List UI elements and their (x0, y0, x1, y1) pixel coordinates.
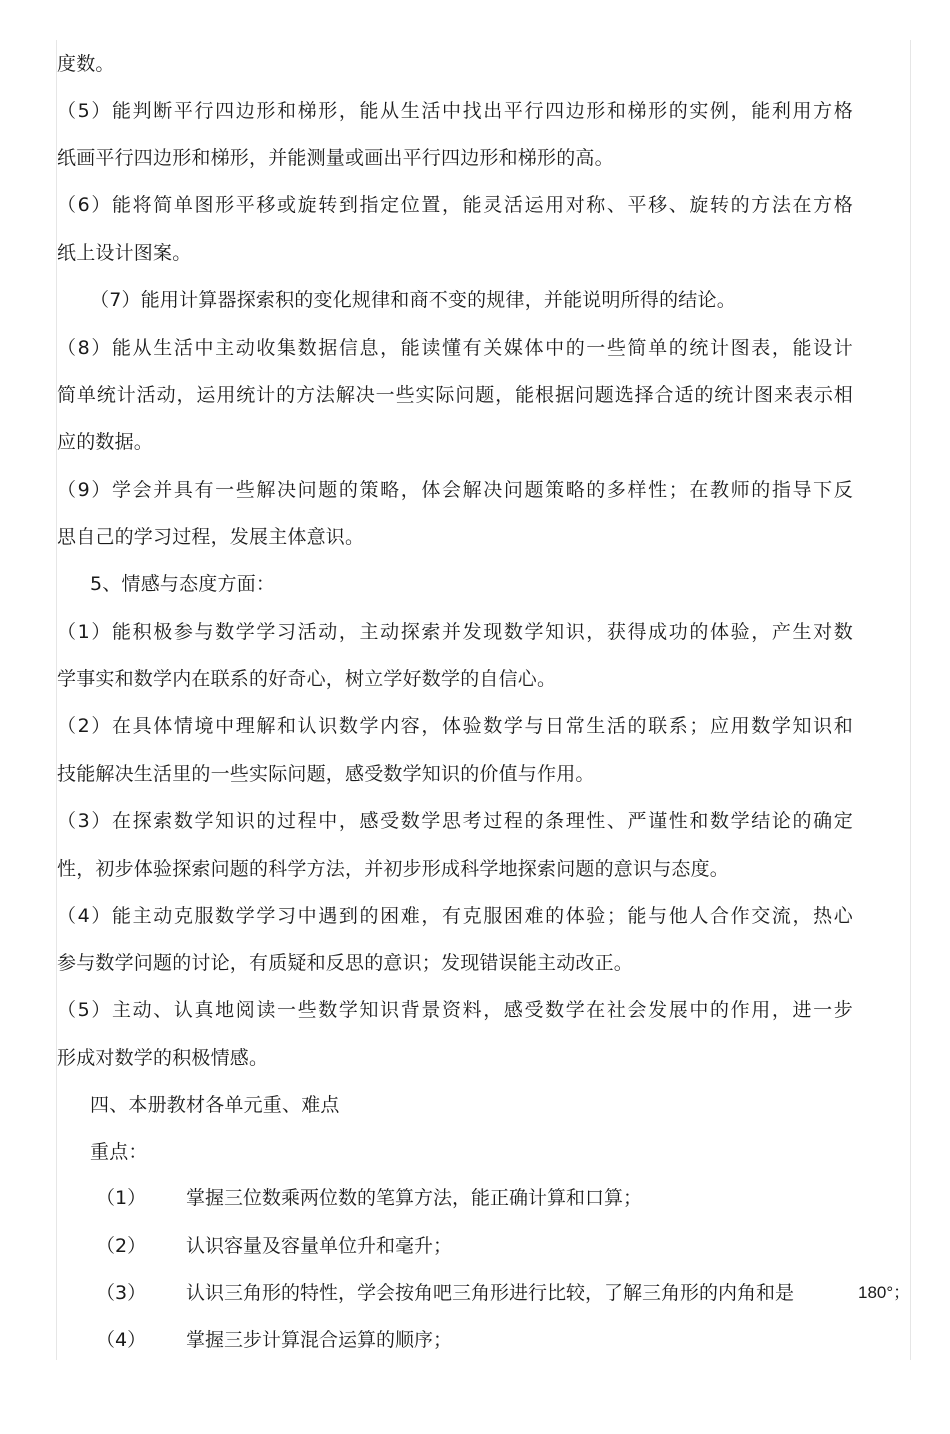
paragraph-line: 纸上设计图案。 (57, 242, 192, 264)
list-item-text: 认识容量及容量单位升和毫升； (186, 1235, 453, 1257)
paragraph-line: 简单统计活动，运用统计的方法解决一些实际问题，能根据问题选择合适的统计图来表示相 (57, 384, 853, 406)
paragraph-line: 参与数学问题的讨论，有质疑和反思的意识；发现错误能主动改正。 (57, 952, 634, 974)
list-item-text: 掌握三位数乘两位数的笔算方法，能正确计算和口算； (186, 1187, 643, 1209)
paragraph-line: 形成对数学的积极情感。 (57, 1047, 269, 1069)
paragraph-line: （7）能用计算器探索积的变化规律和商不变的规律，并能说明所得的结论。 (90, 289, 736, 311)
paragraph-line: （8）能从生活中主动收集数据信息，能读懂有关媒体中的一些简单的统计图表，能设计 (57, 337, 853, 359)
left-margin-rule (56, 40, 57, 1360)
key-points-heading: 重点： (90, 1141, 148, 1163)
list-item-text: 掌握三步计算混合运算的顺序； (186, 1329, 453, 1351)
paragraph-line: （3）在探索数学知识的过程中，感受数学思考过程的条理性、严谨性和数学结论的确定 (57, 810, 853, 832)
list-item-tail-value: 180°； (858, 1283, 911, 1302)
paragraph-line: 思自己的学习过程，发展主体意识。 (57, 526, 365, 548)
paragraph-line: 度数。 (57, 53, 115, 75)
paragraph-line: （9）学会并具有一些解决问题的策略，体会解决问题策略的多样性；在教师的指导下反 (57, 479, 853, 501)
paragraph-line: （5）主动、认真地阅读一些数学知识背景资料，感受数学在社会发展中的作用，进一步 (57, 999, 853, 1021)
list-item-number: （3） (96, 1282, 147, 1304)
paragraph-line: 技能解决生活里的一些实际问题，感受数学知识的价值与作用。 (57, 763, 595, 785)
section-heading: 5、情感与态度方面： (90, 573, 276, 595)
list-item-number: （1） (96, 1187, 147, 1209)
paragraph-line: （6）能将简单图形平移或旋转到指定位置，能灵活运用对称、平移、旋转的方法在方格 (57, 194, 853, 216)
paragraph-line: （1）能积极参与数学学习活动，主动探索并发现数学知识，获得成功的体验，产生对数 (57, 621, 853, 643)
paragraph-line: 应的数据。 (57, 431, 154, 453)
paragraph-line: （2）在具体情境中理解和认识数学内容，体验数学与日常生活的联系；应用数学知识和 (57, 715, 853, 737)
list-item-number: （2） (96, 1235, 147, 1257)
paragraph-line: 纸画平行四边形和梯形，并能测量或画出平行四边形和梯形的高。 (57, 147, 614, 169)
paragraph-line: 性，初步体验探索问题的科学方法，并初步形成科学地探索问题的意识与态度。 (57, 858, 730, 880)
section-heading: 四、本册教材各单元重、难点 (90, 1094, 340, 1116)
list-item-text: 认识三角形的特性，学会按角吧三角形进行比较，了解三角形的内角和是 (186, 1282, 795, 1304)
paragraph-line: （5）能判断平行四边形和梯形，能从生活中找出平行四边形和梯形的实例，能利用方格 (57, 100, 853, 122)
paragraph-line: 学事实和数学内在联系的好奇心，树立学好数学的自信心。 (57, 668, 557, 690)
list-item-number: （4） (96, 1329, 147, 1351)
right-margin-rule (910, 40, 911, 1360)
paragraph-line: （4）能主动克服数学学习中遇到的困难，有克服困难的体验；能与他人合作交流，热心 (57, 905, 853, 927)
